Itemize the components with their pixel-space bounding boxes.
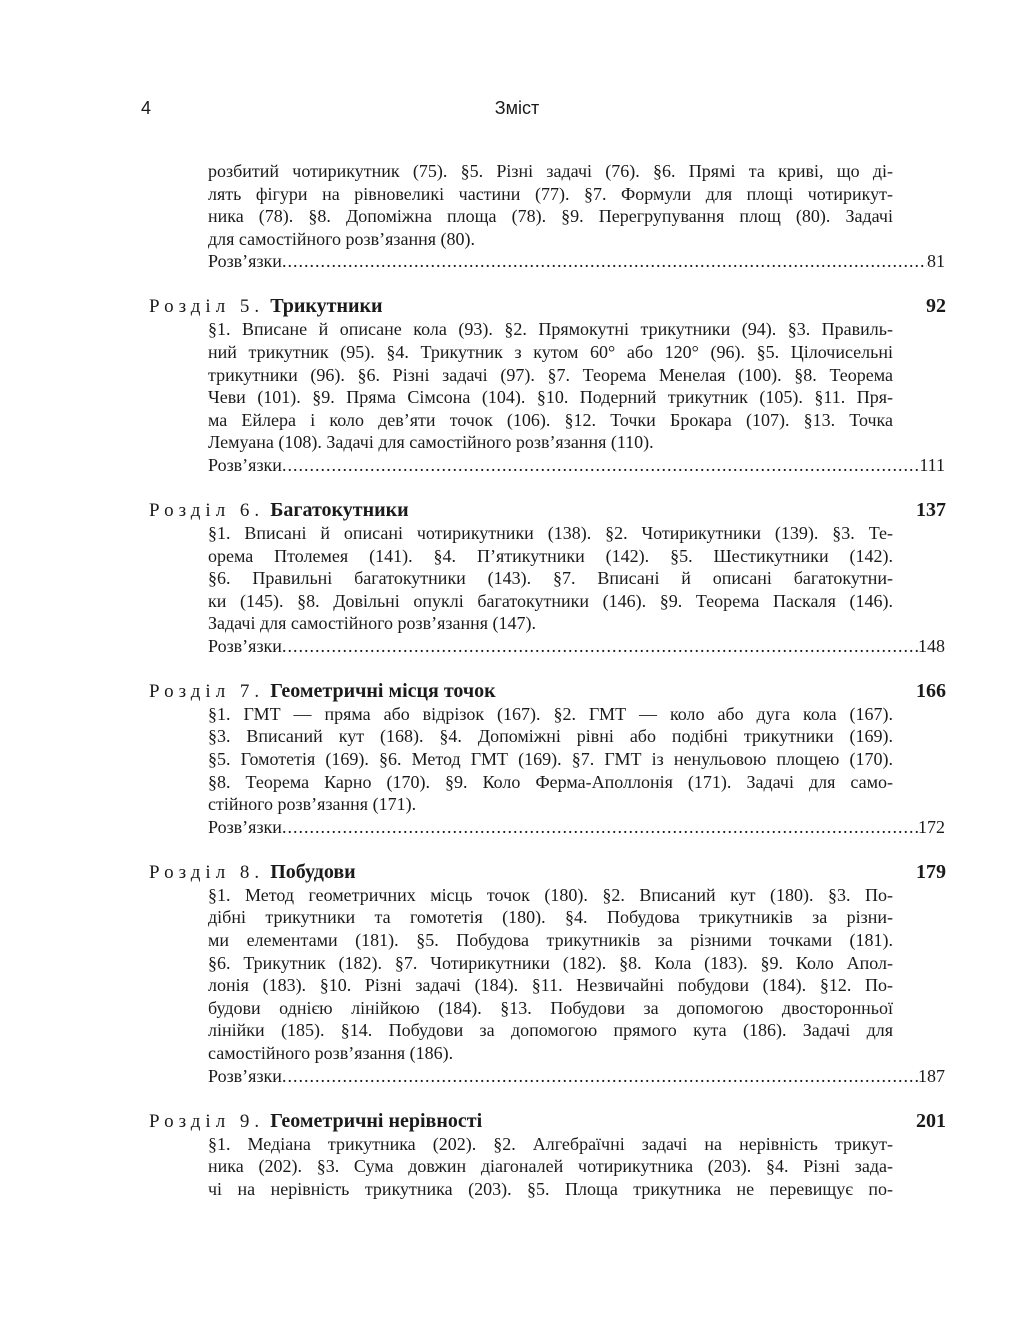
toc-entry-line: ки (145). §8. Довільні опуклі багатокутники (146). §9. Теорема Паскаля (146). — [208, 590, 893, 611]
dot-leader — [282, 454, 919, 477]
toc-entry-line: Задачі для самостійного розв’язання (147). — [208, 613, 537, 634]
solutions-page: 148 — [918, 635, 945, 656]
toc-entry-line: чі на нерівність трикутника (203). §5. Площа трикутника не перевищує по- — [208, 1178, 893, 1199]
toc-entry-line: трикутники (96). §6. Різні задачі (97). §7. Теорема Менелая (100). §8. Теорема — [208, 364, 893, 385]
toc-entry-line: ми елементами (181). §5. Побудова трикутників за різними точками (181). — [208, 930, 893, 950]
toc-entry-line: стійного розв’язання (171). — [208, 794, 417, 815]
solutions-label: Розв’язки — [208, 635, 282, 656]
toc-entry-line: §3. Вписаний кут (168). §4. Допоміжні рівні або подібні трикутники (169). — [208, 726, 893, 747]
chapter-heading — [149, 680, 946, 703]
toc-entry-line: §1. Метод геометричних місць точок (180). §2. Вписаний кут (180). §3. По- — [208, 884, 893, 905]
solutions-entry — [208, 816, 945, 839]
chapter-title: Побудови — [270, 860, 356, 883]
toc-entry-line: §1. Медіана трикутника (202). §2. Алгебраїчні задачі на нерівність трикут- — [208, 1133, 893, 1154]
table-of-contents — [149, 160, 946, 1200]
toc-entry-line: будови однією лінійкою (184). §13. Побудови за допомогою двосторонньої — [208, 997, 893, 1018]
chapter-page: 179 — [916, 860, 946, 883]
toc-entry-line: Чеви (101). §9. Пряма Сімсона (104). §10. Подерний трикутник (105). §11. Пря- — [208, 387, 893, 408]
chapter-title: Трикутники — [270, 295, 383, 318]
toc-entry-line: §6. Правильні багатокутники (143). §7. Вписані й описані багатокутни- — [208, 568, 893, 589]
chapter-page: 166 — [916, 679, 946, 702]
toc-entry-line: §6. Трикутник (182). §7. Чотирикутники (182). §8. Кола (183). §9. Коло Апол- — [208, 952, 893, 973]
toc-entry-line: §1. ГМТ — пряма або відрізок (167). §2. ГМТ — коло або дуга кола (167). — [208, 703, 893, 724]
toc-entry-line: для самостійного розв’язання (80). — [208, 228, 476, 249]
toc-entry-line: ника (78). §8. Допоміжна площа (78). §9. Перегрупування площ (80). Задачі — [208, 206, 893, 227]
toc-entry-line: ма Ейлера і коло дев’яти точок (106). §12. Точки Брокара (107). §13. Точка — [208, 409, 893, 430]
dot-leader — [282, 250, 927, 273]
toc-entry-line: розбитий чотирикутник (75). §5. Різні задачі (76). §6. Прямі та криві, що ді- — [208, 161, 893, 181]
chapter-label: Розділ 6. — [149, 499, 265, 521]
dot-leader — [282, 1065, 918, 1088]
chapter-title: Багатокутники — [270, 498, 409, 521]
chapter-label: Розділ 5. — [149, 296, 265, 318]
dot-leader — [282, 635, 918, 658]
toc-entry-line: лінійки (185). §14. Побудови за допомогою прямого кута (186). Задачі для — [208, 1020, 893, 1041]
toc-entry-line: §5. Гомотетія (169). §6. Метод ГМТ (169). §7. ГМТ із ненульовою площею (170). — [208, 749, 893, 770]
toc-entry-line: ника (202). §3. Сума довжин діагоналей чотирикутника (203). §4. Різні зада- — [208, 1156, 893, 1177]
toc-entry-line: лонія (183). §10. Різні задачі (184). §11. Незвичайні побудови (184). §12. По- — [208, 975, 893, 996]
solutions-page: 111 — [919, 454, 945, 475]
toc-entry-line: §1. Вписане й описане кола (93). §2. Прямокутні трикутники (94). §3. Правиль- — [208, 319, 893, 340]
dot-leader — [282, 816, 918, 839]
chapter-heading — [149, 499, 946, 522]
solutions-label: Розв’язки — [208, 1065, 282, 1086]
running-header: Зміст — [494, 98, 540, 118]
solutions-label: Розв’язки — [208, 454, 282, 475]
solutions-page: 81 — [927, 251, 945, 272]
solutions-label: Розв’язки — [208, 251, 282, 272]
page-number: 4 — [141, 98, 152, 118]
toc-entry-line: самостійного розв’язання (186). — [208, 1042, 454, 1063]
toc-entry-line: §8. Теорема Карно (170). §9. Коло Ферма-Аполлонія (171). Задачі для само- — [208, 771, 893, 792]
toc-entry-line: лять фігури на рівновеликі частини (77). §7. Формули для площі чотирикут- — [208, 183, 893, 204]
chapter-title: Геометричні нерівності — [270, 1109, 483, 1132]
toc-entry-line: §1. Вписані й описані чотирикутники (138). §2. Чотирикутники (139). §3. Те- — [208, 522, 893, 543]
chapter-label: Розділ 7. — [149, 680, 265, 702]
chapter-label: Розділ 9. — [149, 1110, 265, 1132]
chapter-page: 137 — [916, 498, 946, 521]
chapter-heading — [149, 295, 946, 318]
solutions-entry — [208, 250, 945, 273]
chapter-title: Геометричні місця точок — [270, 679, 496, 702]
solutions-entry — [208, 454, 945, 477]
solutions-entry — [208, 635, 945, 658]
solutions-page: 187 — [918, 1065, 945, 1086]
chapter-heading — [149, 1110, 946, 1133]
solutions-entry — [208, 1065, 945, 1088]
chapter-page: 92 — [926, 295, 946, 318]
chapter-label: Розділ 8. — [149, 861, 265, 883]
chapter-page: 201 — [916, 1109, 946, 1132]
toc-entry-line: Лемуана (108). Задачі для самостійного розв’язання (110). — [208, 432, 654, 453]
solutions-page: 172 — [918, 816, 945, 837]
chapter-heading — [149, 861, 946, 884]
toc-entry-line: дібні трикутники та гомотетія (180). §4. Побудова трикутників за різни- — [208, 907, 893, 928]
toc-entry-line: ний трикутник (95). §4. Трикутник з кутом 60° або 120° (96). §5. Цілочисельні — [208, 341, 893, 362]
toc-entry-line: орема Птолемея (141). §4. П’ятикутники (142). §5. Шестикутники (142). — [208, 545, 893, 566]
solutions-label: Розв’язки — [208, 816, 282, 837]
